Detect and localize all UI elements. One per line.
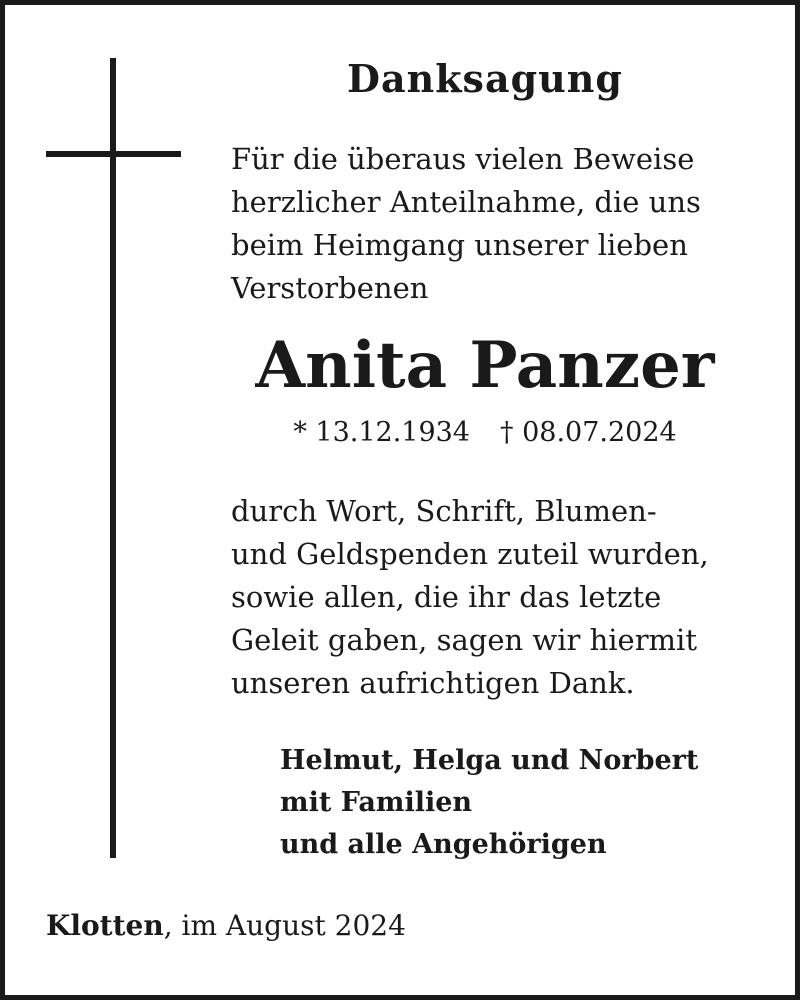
intro-line: Für die überaus vielen Beweise	[231, 142, 695, 176]
signatories	[280, 740, 760, 866]
thanks-line: unseren aufrichtigen Dank.	[231, 666, 635, 700]
signatory-line: mit Familien	[280, 787, 473, 818]
cross-vertical-bar	[110, 58, 116, 858]
deceased-name: Anita Panzer	[255, 328, 715, 403]
signatory-line: und alle Angehörigen	[280, 829, 607, 860]
thanks-line: durch Wort, Schrift, Blumen-	[231, 494, 657, 528]
intro-line: beim Heimgang unserer lieben	[231, 228, 688, 262]
thanks-line: Geleit gaben, sagen wir hiermit	[231, 623, 697, 657]
place-and-date	[46, 906, 406, 946]
death-date: † 08.07.2024	[500, 417, 677, 448]
signatory-line: Helmut, Helga und Norbert	[280, 745, 699, 776]
life-dates	[230, 413, 740, 453]
thanks-line: sowie allen, die ihr das letzte	[231, 580, 662, 614]
thanks-text	[231, 490, 771, 705]
notice-heading: Danksagung	[347, 56, 623, 101]
cross-horizontal-bar	[46, 151, 181, 157]
place-date: , im August 2024	[163, 909, 406, 942]
thanks-line: und Geldspenden zuteil wurden,	[231, 537, 709, 571]
intro-text	[231, 138, 771, 310]
birth-date: * 13.12.1934	[293, 417, 470, 448]
place-city: Klotten	[46, 909, 164, 942]
intro-line: Verstorbenen	[231, 271, 429, 305]
intro-line: herzlicher Anteilnahme, die uns	[231, 185, 701, 219]
